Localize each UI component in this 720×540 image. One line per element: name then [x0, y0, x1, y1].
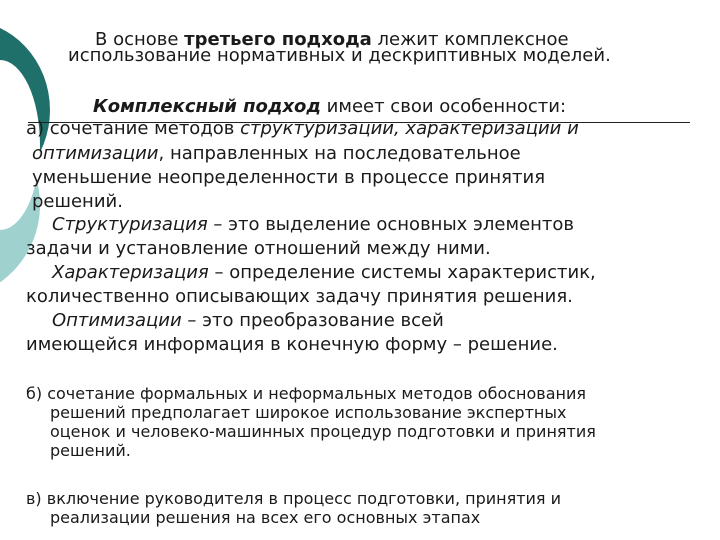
item-b-line-1: б) сочетание формальных и неформальных методов обоснования [26, 384, 586, 403]
definition-optimization: Оптимизации – это преобразование всей [52, 310, 444, 331]
definition-structurization-line-2: задачи и установление отношений между ними. [26, 238, 491, 259]
item-a-line-2: оптимизации, направленных на последовательное [32, 143, 521, 164]
definition-characterization-line-2: количественно описывающих задачу принятия решения. [26, 286, 573, 307]
item-a-line-3: уменьшение неопределенности в процессе принятия [32, 167, 546, 188]
item-c-line-2: реализации решения на всех его основных этапах [50, 508, 481, 527]
item-a-line-4: решений. [32, 191, 123, 212]
definition-optimization-line-2: имеющейся информация в конечную форму – решение. [26, 334, 558, 355]
item-b-line-4: решений. [50, 441, 131, 460]
item-a-line-1: а) сочетание методов структуризации, характеризации и [26, 118, 579, 139]
definition-characterization: Характеризация – определение системы характеристик, [52, 262, 596, 283]
item-b-line-3: оценок и человеко-машинных процедур подготовки и принятия [50, 422, 596, 441]
heading-line-1: В основе третьего подхода лежит комплексное [95, 29, 569, 50]
heading-line-2: использование нормативных и дескриптивных моделей. [68, 45, 611, 66]
item-b-line-2: решений предполагает широкое использование экспертных [50, 403, 567, 422]
complex-approach-title: Комплексный подход имеет свои особенности: [93, 96, 567, 117]
definition-structurization: Структуризация – это выделение основных элементов [52, 214, 575, 235]
item-c-line-1: в) включение руководителя в процесс подготовки, принятия и [26, 489, 562, 508]
